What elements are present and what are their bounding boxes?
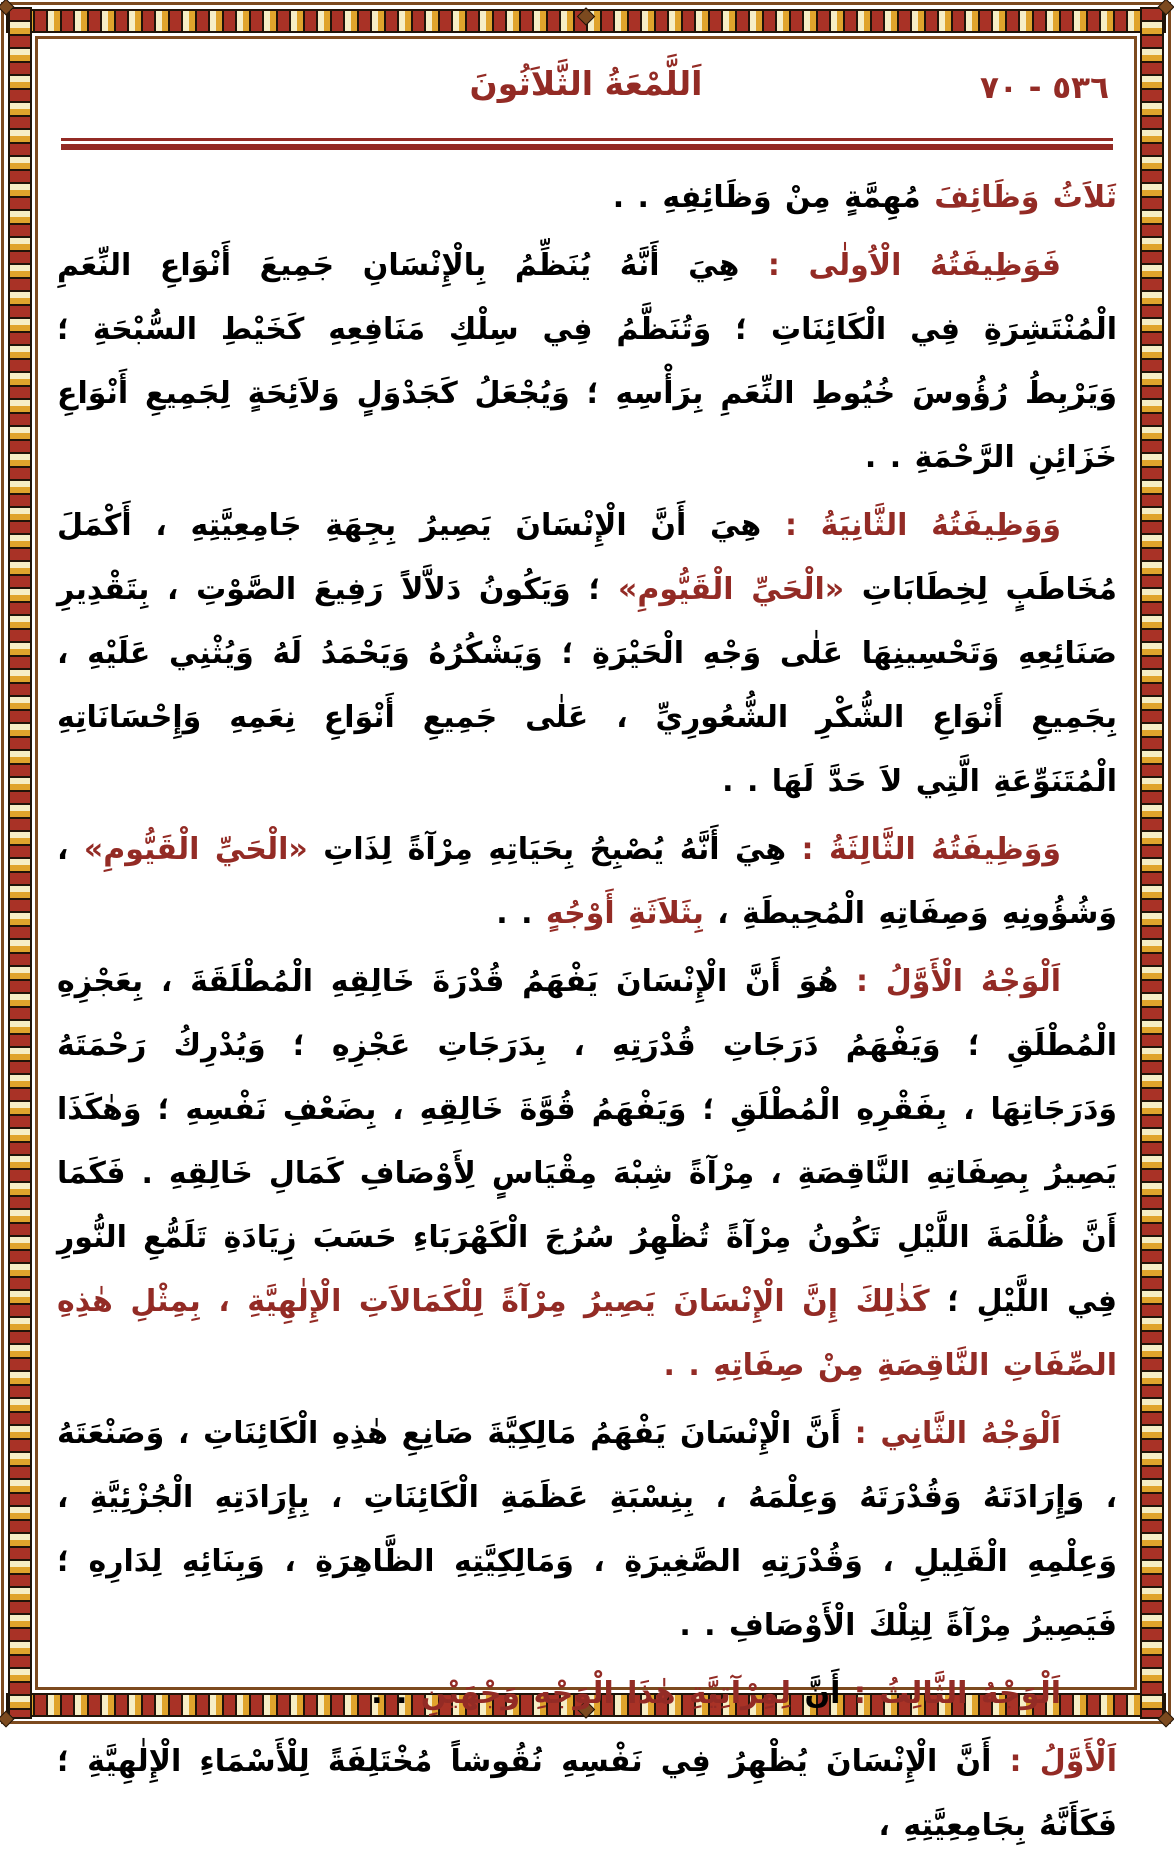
ornate-border-right bbox=[1141, 7, 1165, 1719]
emphasis-text: وَوَظِيفَتُهُ الثَّانِيَةُ : bbox=[762, 508, 1063, 543]
paragraph bbox=[58, 494, 1118, 814]
ornate-border-left bbox=[9, 7, 33, 1719]
body-text-segment: هِيَ أَنَّ الْإِنْسَانَ يَصِيرُ بِجِهَةِ جَامِعِيَّتِهِ ، أَكْمَلَ مُخَاطَبٍ لِخِطَابَاتِ bbox=[58, 508, 1119, 607]
body-text-segment: هِيَ أَنَّهُ يُصْبِحُ بِحَيَاتِهِ مِرْآةً لِذَاتِ bbox=[308, 832, 788, 867]
body-text-segment: هِيَ أَنَّهُ يُنَظِّمُ بِالْإِنْسَانِ جَمِيعَ أَنْوَاعِ النِّعَمِ الْمُنْتَشِرَةِ فِي الْكَائِنَاتِ ؛ وَتُنَظَّمُ فِي سِلْكِ مَنَافِعِهِ كَخَيْطِ السُّبْحَةِ ؛ وَيَرْبِطُ رُؤُوسَ خُيُوطِ النِّعَمِ بِرَأْسِهِ ؛ وَيُجْعَلُ كَجَدْوَلٍ وَلاَئِحَةٍ لِجَمِيعِ أَنْوَاعِ خَزَائِنِ الرَّحْمَةِ . . bbox=[58, 248, 1118, 475]
emphasis-text: فَوَظِيفَتُهُ الْاُولٰى : bbox=[740, 248, 1062, 283]
emphasis-text: وَوَظِيفَتُهُ الثَّالِثَةُ : bbox=[787, 832, 1063, 867]
paragraph bbox=[58, 1730, 1118, 1858]
page-number: ٥٣٦ - ٧٠ bbox=[980, 70, 1110, 106]
emphasis-text: اَلْوَجْهُ الثَّانِي : bbox=[841, 1416, 1062, 1451]
emphasis-text: لِمِرْآتِيَّةِ هٰذَا الْوَجْهِ وَجْهَيْنِ bbox=[421, 1676, 793, 1711]
paragraph bbox=[58, 234, 1118, 490]
paragraph bbox=[58, 166, 1118, 230]
paragraph bbox=[58, 950, 1118, 1398]
emphasis-text: كَذٰلِكَ إِنَّ الْإِنْسَانَ يَصِيرُ مِرْآةً لِلْكَمَالاَتِ الْإِلٰهِيَّةِ ، بِمِثْلِ هٰذِهِ الصِّفَاتِ النَّاقِصَةِ مِنْ صِفَاتِهِ . . bbox=[58, 1284, 1118, 1383]
body-text-segment: أَنَّ الْإِنْسَانَ يُظْهِرُ فِي نَفْسِهِ نُقُوشاً مُخْتَلِفَةً لِلْأَسْمَاءِ الْإِلٰهِيَّةِ ؛ فَكَأَنَّهُ بِجَامِعِيَّتِهِ ، bbox=[58, 1744, 1118, 1843]
body-text-segment: . . bbox=[372, 1676, 422, 1711]
body-text-segment: . . bbox=[497, 896, 547, 931]
body-text-segment: ، وَشُؤُونِهِ وَصِفَاتِهِ الْمُحِيطَةِ ، bbox=[58, 832, 1118, 931]
emphasis-text: اَلْأَوَّلُ : bbox=[992, 1744, 1118, 1779]
emphasis-text: بِثَلاَثَةِ أَوْجُهٍ bbox=[546, 896, 705, 931]
paragraph bbox=[58, 1662, 1118, 1726]
header-divider-rule bbox=[62, 138, 1114, 150]
emphasis-text: «الْحَيِّ الْقَيُّومِ» bbox=[84, 832, 309, 867]
paragraph bbox=[58, 1402, 1118, 1658]
body-text-segment: أَنَّ bbox=[792, 1676, 842, 1711]
page-title: اَللَّمْعَةُ الثَّلاَثُونَ bbox=[470, 64, 704, 103]
body-text-segment: ؛ وَيَكُونُ دَلاَّلاً رَفِيعَ الصَّوْتِ ، بِتَقْدِيرِ صَنَائِعِهِ وَتَحْسِينِهَا عَلٰى وَجْهِ الْحَيْرَةِ ؛ وَيَشْكُرُهُ وَيَحْمَدُ لَهُ وَيُثْنِي عَلَيْهِ ، بِجَمِيعِ أَنْوَاعِ الشُّكْرِ الشُّعُورِيِّ ، عَلٰى جَمِيعِ أَنْوَاعِ نِعَمِهِ وَإِحْسَانَاتِهِ الْمُتَنَوِّعَةِ الَّتِي لاَ حَدَّ لَهَا . . bbox=[58, 572, 1118, 799]
emphasis-text: ثَلاَثُ وَظَائِفَ bbox=[921, 180, 1118, 215]
body-text-segment: مُهِمَّةٍ مِنْ وَظَائِفِهِ . . bbox=[613, 180, 922, 215]
emphasis-text: اَلْوَجْهُ الثَّالِثُ : bbox=[841, 1676, 1062, 1711]
body-text bbox=[58, 166, 1119, 1843]
paragraph bbox=[58, 818, 1118, 946]
body-text-segment: أَنَّ الْإِنْسَانَ يَفْهَمُ مَالِكِيَّةَ صَانِعِ هٰذِهِ الْكَائِنَاتِ ، وَصَنْعَتَهُ ، وَإِرَادَتَهُ وَقُدْرَتَهُ وَعِلْمَهُ ، بِنِسْبَةِ عَظَمَةِ الْكَائِنَاتِ ، بِإِرَادَتِهِ الْجُزْئِيَّةِ ، وَعِلْمِهِ الْقَلِيلِ ، وَقُدْرَتِهِ الصَّغِيرَةِ ، وَمَالِكِيَّتِهِ الظَّاهِرَةِ ، وَبِنَائِهِ لِدَارِهِ ؛ فَيَصِيرُ مِرْآةً لِتِلْكَ الْأَوْصَافِ . . bbox=[58, 1416, 1118, 1643]
body-text-segment: هُوَ أَنَّ الْإِنْسَانَ يَفْهَمُ قُدْرَةَ خَالِقِهِ الْمُطْلَقَةَ ، بِعَجْزِهِ الْمُطْلَقِ ؛ وَيَفْهَمُ دَرَجَاتِ قُدْرَتِهِ ، بِدَرَجَاتِ عَجْزِهِ ؛ وَيُدْرِكُ رَحْمَتَهُ وَدَرَجَاتِهَا ، بِفَقْرِهِ الْمُطْلَقِ ؛ وَيَفْهَمُ قُوَّةَ خَالِقِهِ ، بِضَعْفِ نَفْسِهِ ؛ وَهٰكَذَا يَصِيرُ بِصِفَاتِهِ النَّاقِصَةِ ، مِرْآةً شِبْهَ مِقْيَاسٍ لِأَوْصَافِ كَمَالِ خَالِقِهِ . فَكَمَا أَنَّ ظُلْمَةَ اللَّيْلِ تَكُونُ مِرْآةً تُظْهِرُ سُرُجَ الْكَهْرَبَاءِ حَسَبَ زِيَادَةِ تَلَمُّعِ النُّورِ فِي اللَّيْلِ ؛ bbox=[58, 964, 1118, 1319]
emphasis-text: «الْحَيِّ الْقَيُّومِ» bbox=[619, 572, 846, 607]
emphasis-text: اَلْوَجْهُ الْأَوَّلُ : bbox=[839, 964, 1062, 999]
